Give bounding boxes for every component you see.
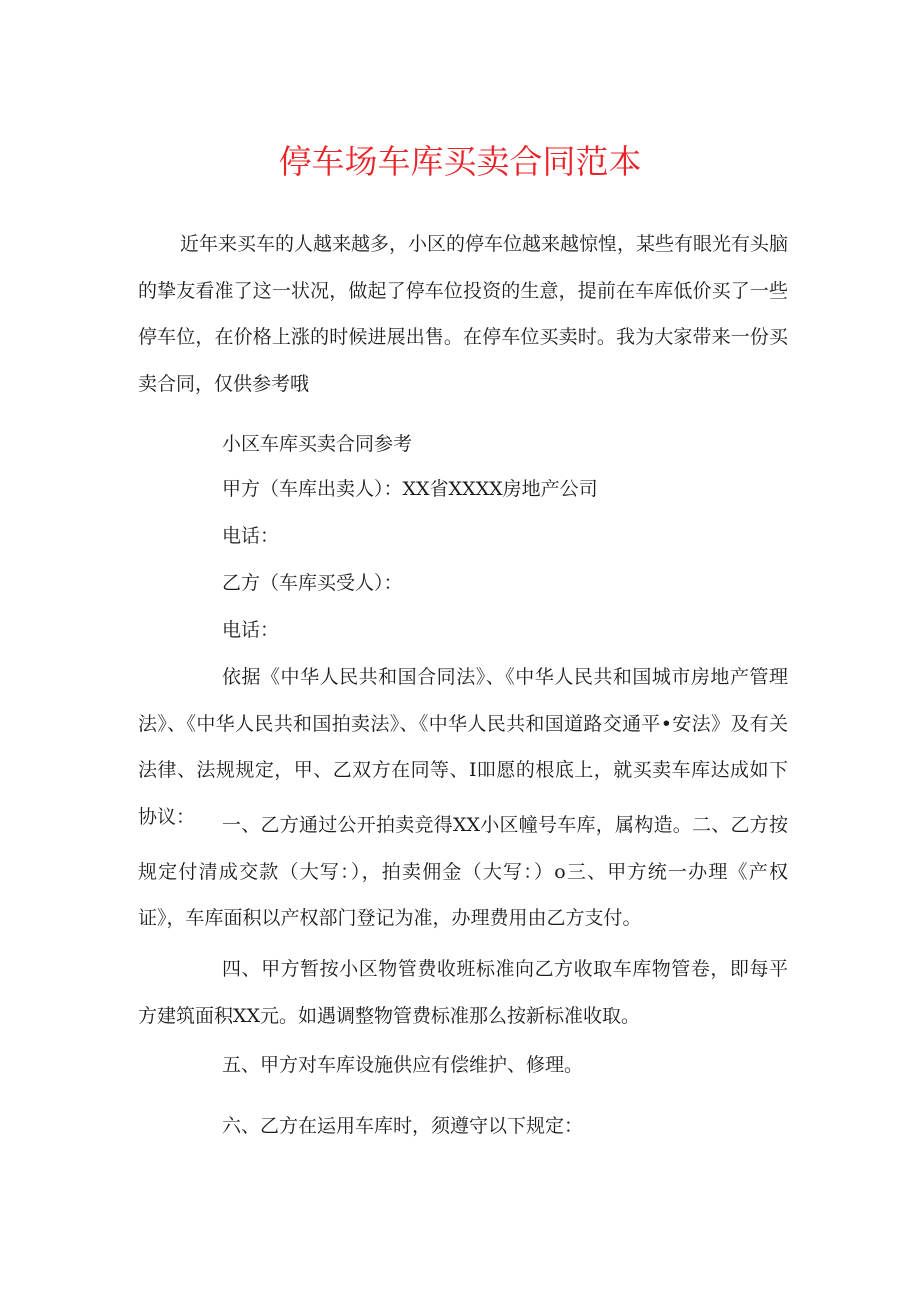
- intro-paragraph: 近年来买车的人越来越多，小区的停车位越来越惊惶，某些有眼光有头脑的挚友看准了这一状况，做起了停车位投资的生意，提前在车库低价买了一些停车位，在价格上涨的时候进展出售。在停车位买卖时。我为大家带来一份买卖合同，仅供参考哦: [138, 233, 789, 395]
- document-title: 停车场车库买卖合同范本: [278, 142, 642, 181]
- clauses-1-3-paragraph: 一、乙方通过公开拍卖竞得XX小区幢号车库，属构造。二、乙方按规定付清成交款（大写：），拍卖佣金（大写：）o三、甲方统一办理《产权证》，车库面积以产权部门登记为准，办理费用由乙方支付。: [138, 814, 788, 929]
- party-a-phone: 电话：: [222, 525, 280, 547]
- party-b-phone: 电话：: [222, 619, 280, 641]
- contract-subtitle: 小区车库买卖合同参考: [222, 433, 413, 455]
- legal-basis-paragraph: 依据《中华人民共和国合同法》、《中华人民共和国城市房地产管理法》、《中华人民共和国拍卖法》、《中华人民共和国道路交通平•安法》及有关法律、法规规定，甲、乙双方在同等、I吅愿的根底上，就买卖车库达成如下协议：: [138, 666, 788, 828]
- party-b-line: 乙方（车库买受人）：: [222, 572, 403, 594]
- clause-4-paragraph: 四、甲方暂按小区物管费收班标准向乙方收取车库物管卷，即每平方建筑面积XX元。如遇调整物管费标准那么按新标准收取。: [138, 958, 788, 1027]
- party-a-line: 甲方（车库出卖人）：XX省XXXX房地产公司: [222, 478, 598, 500]
- clause-6-paragraph: 六、乙方在运用车库时，须遵守以下规定：: [222, 1115, 584, 1137]
- clause-5-paragraph: 五、甲方对车库设施供应有偿维护、修理。: [222, 1054, 584, 1076]
